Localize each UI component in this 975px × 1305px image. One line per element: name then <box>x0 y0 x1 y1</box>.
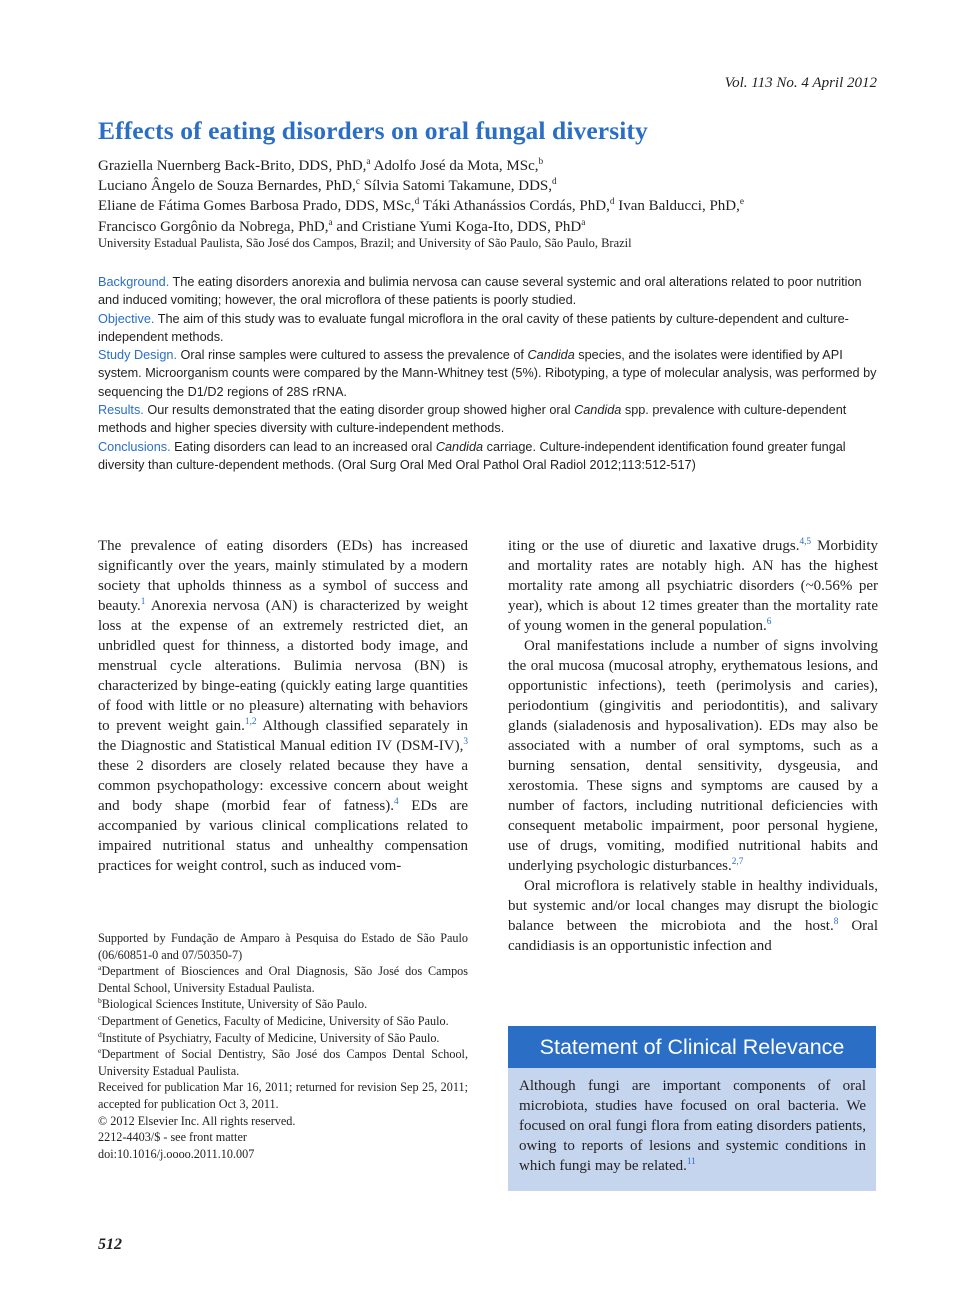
text-run: Institute of Psychiatry, Faculty of Medicine, University of São Paulo. <box>101 1030 440 1045</box>
text-run: Received for publication Mar 16, 2011; returned for revision Sep 25, 2011; accepted for publication Oct 3, 2011. <box>98 1080 468 1111</box>
footnote <box>98 1046 468 1079</box>
citation-ref[interactable]: 4,5 <box>799 537 812 547</box>
citation-ref[interactable]: 11 <box>686 1157 696 1167</box>
abstract-section <box>98 438 878 475</box>
text-run: Adolfo José da Mota, MSc, <box>370 158 539 174</box>
text-run: doi:10.1016/j.oooo.2011.10.007 <box>98 1146 255 1161</box>
affiliation-marker: b <box>98 996 102 1006</box>
footnote <box>98 1030 468 1047</box>
affiliation-marker: b <box>538 157 544 167</box>
body-column-right <box>508 536 878 956</box>
citation-ref[interactable]: 1,2 <box>244 717 257 727</box>
citation-ref[interactable]: 4 <box>393 797 399 807</box>
text-run: Francisco Gorgônio da Nobrega, PhD, <box>98 218 329 235</box>
affiliation-marker: d <box>609 197 615 208</box>
abstract-section-label: Conclusions. <box>98 439 171 454</box>
text-run: Oral candidiasis is an opportunistic infection and <box>508 918 878 954</box>
text-run: Although classified separately in the Diagnostic and Statistical Manual edition IV (DSM-IV), <box>98 718 468 754</box>
text-run: Morbidity and mortality rates are notably high. AN has the highest mortality rate among all psychiatric disorders (~0.56% per year), which is about 12 times greater than the mortality rate of young women in the general population. <box>508 538 878 634</box>
affiliation-marker: a <box>366 157 371 167</box>
footnote <box>98 1146 468 1163</box>
affiliation-marker: e <box>98 1046 102 1056</box>
text-run: Eliane de Fátima Gomes Barbosa Prado, DDS, MSc, <box>98 198 415 215</box>
affiliation-line: University Estadual Paulista, São José dos Campos, Brazil; and University of São Paulo, São Paulo, Brazil <box>98 236 632 250</box>
abstract-section <box>98 273 878 310</box>
text-run: Oral microflora is relatively stable in healthy individuals, but systemic and/or local changes may disrupt the biologic balance between the microbiota and the host. <box>508 878 878 934</box>
clinical-relevance-text <box>508 1068 876 1176</box>
body-paragraph <box>98 536 468 876</box>
footnote <box>98 963 468 996</box>
affiliation-marker: a <box>98 963 102 973</box>
text-run: Oral rinse samples were cultured to assess the prevalence of <box>177 348 528 363</box>
citation-ref[interactable]: 2,7 <box>731 857 744 867</box>
abstract-section-label: Study Design. <box>98 348 177 363</box>
body-column-left <box>98 536 468 876</box>
citation-ref[interactable]: 6 <box>766 617 772 627</box>
text-run: Ivan Balducci, PhD, <box>614 198 740 215</box>
text-run: spp. prevalence with culture-dependent methods and higher species diversity with culture-independent methods. <box>98 403 847 436</box>
text-run: iting or the use of diuretic and laxative drugs. <box>508 538 800 554</box>
text-run: Sílvia Satomi Takamune, DDS, <box>360 178 552 195</box>
abstract-section-label: Background. <box>98 275 170 289</box>
author-list <box>98 156 888 237</box>
text-run: The aim of this study was to evaluate fungal microflora in the oral cavity of these patients by culture-dependent and culture-independent methods. <box>98 311 849 344</box>
text-run: EDs are accompanied by various clinical complications related to impaired nutritional status and unhealthy compensation practices for weight control, such as induced vom- <box>98 798 468 874</box>
abstract-section <box>98 310 878 347</box>
abstract-section-label: Results. <box>98 403 144 418</box>
text-run: The eating disorders anorexia and bulimia nervosa can cause several systemic and oral alterations related to poor nutrition and induced vomiting; however, the oral microflora of these patients is poorly studied. <box>98 275 862 308</box>
footnote <box>98 1079 468 1112</box>
abstract-section-label: Objective. <box>98 311 155 326</box>
text-run: species, and the isolates were identified by API system. Microorganism counts were compared by the Mann-Whitney test (5%). Ribotyping, a type of molecular analysis, was performed by sequencing the D1/D2 regions of 28S rRNA. <box>98 348 877 399</box>
footnote <box>98 930 468 963</box>
text-run: The prevalence of eating disorders (EDs) has increased significantly over the years, mainly stimulated by a modern society that upholds thinness as a symbol of success and beauty. <box>98 538 468 614</box>
page-number: 512 <box>98 1236 122 1253</box>
author-line <box>98 217 888 237</box>
clinical-relevance-heading: Statement of Clinical Relevance <box>508 1026 876 1068</box>
author-line <box>98 196 888 216</box>
footnote <box>98 1129 468 1146</box>
affiliation-marker: d <box>414 197 420 208</box>
italic-term: Candida <box>435 439 484 454</box>
text-run: these 2 disorders are closely related because they have a common psychopathology: excessive concern about weight and body shape (morbid fear of fatness). <box>98 758 468 814</box>
text-run: Supported by Fundação de Amparo à Pesquisa do Estado de São Paulo (06/60851-0 and 07/50350-7) <box>98 931 468 962</box>
journal-issue-info: Vol. 113 No. 4 April 2012 <box>724 75 877 91</box>
affiliation-marker: d <box>552 177 557 188</box>
text-run: Graziella Nuernberg Back-Brito, DDS, PhD, <box>98 158 367 174</box>
body-paragraph <box>508 876 878 956</box>
article-title: Effects of eating disorders on oral fungal diversity <box>98 116 648 145</box>
text-run: and Cristiane Yumi Koga-Ito, DDS, PhD <box>332 218 582 235</box>
text-run: Biological Sciences Institute, University of São Paulo. <box>101 997 368 1012</box>
abstract-section <box>98 401 878 438</box>
italic-term: Candida <box>527 348 575 363</box>
author-line <box>98 156 888 176</box>
footnote <box>98 1013 468 1030</box>
text-run: Táki Athanássios Cordás, PhD, <box>419 198 610 215</box>
affiliation-marker: d <box>98 1029 102 1039</box>
citation-ref[interactable]: 1 <box>140 597 146 607</box>
body-paragraph <box>508 536 878 636</box>
affiliation-marker: c <box>98 1012 102 1022</box>
text-run: Anorexia nervosa (AN) is characterized by weight loss at the expense of an extremely restricted diet, an unbridled quest for thinness, a distorted body image, and menstrual cycle alterations. Bulimia nervosa (BN) is characterized by binge-eating (quickly eating large quantities of food with little or no pleasure) alternating with behaviors to prevent weight gain. <box>98 598 468 734</box>
text-run: © 2012 Elsevier Inc. All rights reserved. <box>98 1113 296 1128</box>
text-run: Eating disorders can lead to an increased oral <box>170 439 436 454</box>
affiliation-marker: a <box>581 217 586 228</box>
citation-ref[interactable]: 8 <box>833 917 839 927</box>
footnote <box>98 1113 468 1130</box>
text-run: 2212-4403/$ - see front matter <box>98 1130 247 1145</box>
text-run: Although fungi are important components of oral microbiota, studies have focused on oral bacteria. We focused on oral fungi flora from eating disorders patients, owing to reports of lesions and systemic conditions in which fungi may be related. <box>519 1078 866 1174</box>
author-line <box>98 176 888 196</box>
abstract <box>98 273 878 474</box>
text-run: Department of Genetics, Faculty of Medicine, University of São Paulo. <box>101 1013 449 1028</box>
text-run: Our results demonstrated that the eating disorder group showed higher oral <box>143 403 575 418</box>
footnote <box>98 996 468 1013</box>
body-paragraph <box>508 636 878 876</box>
affiliation-marker: e <box>739 197 745 208</box>
footnotes <box>98 930 468 1162</box>
citation-ref[interactable]: 3 <box>463 737 468 747</box>
affiliation-marker: c <box>355 177 360 188</box>
text-run: Department of Social Dentistry, São José dos Campos Dental School, University Estadual Paulista. <box>98 1047 468 1078</box>
abstract-section <box>98 346 878 401</box>
italic-term: Candida <box>574 403 622 418</box>
text-run: Luciano Ângelo de Souza Bernardes, PhD, <box>98 178 356 195</box>
text-run: Department of Biosciences and Oral Diagnosis, São José dos Campos Dental School, University Estadual Paulista. <box>98 964 468 995</box>
text-run: carriage. Culture-independent identification found greater fungal diversity than culture-dependent methods. (Oral Surg Oral Med Oral Pathol Oral Radiol 2012;113:512-517) <box>98 439 846 472</box>
text-run: Oral manifestations include a number of signs involving the oral mucosa (mucosal atrophy, erythematous lesions, and opportunistic infections), teeth (perimolysis and caries), periodontium (gingivitis and periodontitis), and salivary glands (sialadenosis and hyposalivation). EDs may also be associated with a number of oral symptoms, such as a burning sensation, dental sensitivity, dysgeusia, and xerostomia. These signs and symptoms are caused by a number of factors, including nutritional deficiencies with consequent metabolic impairment, poor personal hygiene, use of drugs, vomiting, modified nutritional habits and underlying psychologic disturbances. <box>508 638 878 874</box>
affiliation-marker: a <box>328 217 333 228</box>
clinical-relevance-box <box>508 1026 876 1191</box>
